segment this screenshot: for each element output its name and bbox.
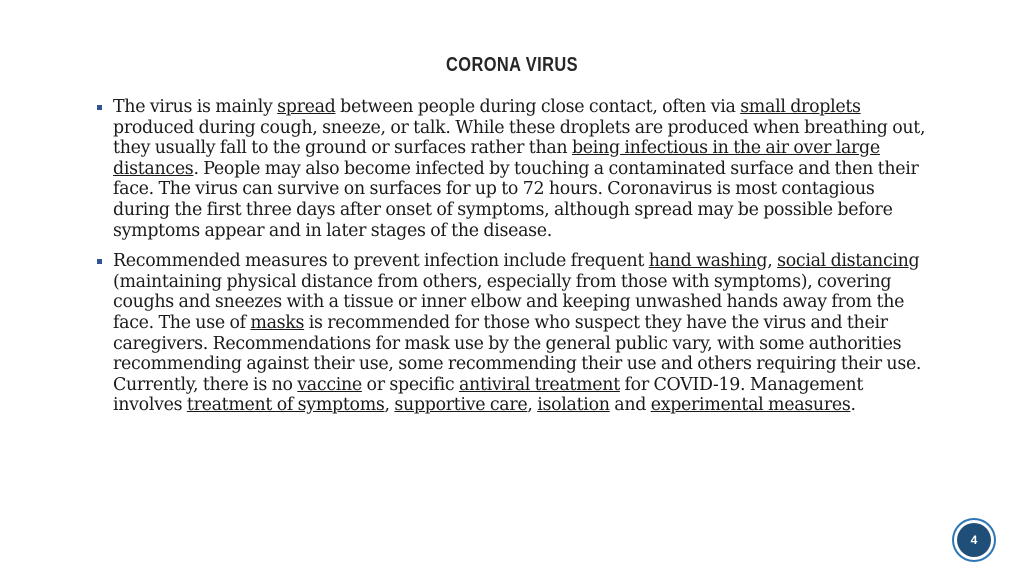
page-number-badge bbox=[957, 523, 991, 557]
hyperlink-supportive-care[interactable]: supportive care bbox=[394, 395, 528, 416]
text-run: , bbox=[384, 395, 395, 416]
text-run: or specific bbox=[361, 374, 459, 395]
bullet-text bbox=[113, 97, 925, 241]
bullet-marker bbox=[97, 105, 102, 110]
text-run: Recommended measures to prevent infection include frequent bbox=[113, 251, 649, 272]
bullet-list bbox=[97, 97, 927, 426]
text-run: and bbox=[609, 395, 651, 416]
text-run: is recommended for those who suspect they have the virus and their caregivers. Recommendations for mask use by the general public vary, with some authorities recommending against their use, some recommending their use and others requiring their use. Currently, there is no bbox=[113, 312, 922, 395]
bullet-text bbox=[113, 251, 921, 415]
hyperlink-social-distancing[interactable]: social distancing bbox=[777, 251, 920, 272]
hyperlink-antiviral-treatment[interactable]: antiviral treatment bbox=[458, 374, 620, 395]
text-run: produced during cough, sneeze, or talk. While these droplets are produced when breathing out, they usually fall to the ground or surfaces rather than bbox=[113, 117, 926, 159]
text-run: , bbox=[527, 395, 538, 416]
hyperlink-hand-washing[interactable]: hand washing bbox=[648, 251, 768, 272]
page-number: 4 bbox=[970, 533, 978, 547]
hyperlink-treatment-of-symptoms[interactable]: treatment of symptoms bbox=[186, 395, 385, 416]
text-run: . People may also become infected by touching a contaminated surface and then their face. The virus can survive on surfaces for up to 72 hours. Coronavirus is most contagious during the first three days after onset of symptoms, although spread may be possible before symptoms appear and in later stages of the disease. bbox=[113, 158, 919, 241]
hyperlink-masks[interactable]: masks bbox=[250, 312, 305, 333]
hyperlink-experimental-measures[interactable]: experimental measures bbox=[650, 395, 851, 416]
text-run: (maintaining physical distance from others, especially from those with symptoms), covering coughs and sneezes with a tissue or inner elbow and keeping unwashed hands away from the face. The use of bbox=[113, 271, 905, 333]
text-run: for COVID-19. Management involves bbox=[113, 374, 864, 416]
text-run: , bbox=[767, 251, 778, 272]
bullet-item-transmission bbox=[97, 97, 927, 241]
hyperlink-small-droplets[interactable]: small droplets bbox=[740, 97, 861, 117]
text-run: The virus is mainly bbox=[113, 97, 278, 117]
text-run: between people during close contact, often via bbox=[335, 97, 741, 117]
hyperlink-being-infectious-in-the-air-over-large-distances[interactable]: being infectious in the air over large distances bbox=[113, 138, 880, 179]
slide-title: CORONA VIRUS bbox=[446, 54, 578, 76]
bullet-item-prevention bbox=[97, 251, 927, 416]
hyperlink-isolation[interactable]: isolation bbox=[537, 395, 610, 416]
text-run: . bbox=[850, 395, 856, 416]
hyperlink-vaccine[interactable]: vaccine bbox=[297, 374, 362, 395]
hyperlink-spread[interactable]: spread bbox=[277, 97, 336, 117]
bullet-marker bbox=[97, 259, 102, 264]
